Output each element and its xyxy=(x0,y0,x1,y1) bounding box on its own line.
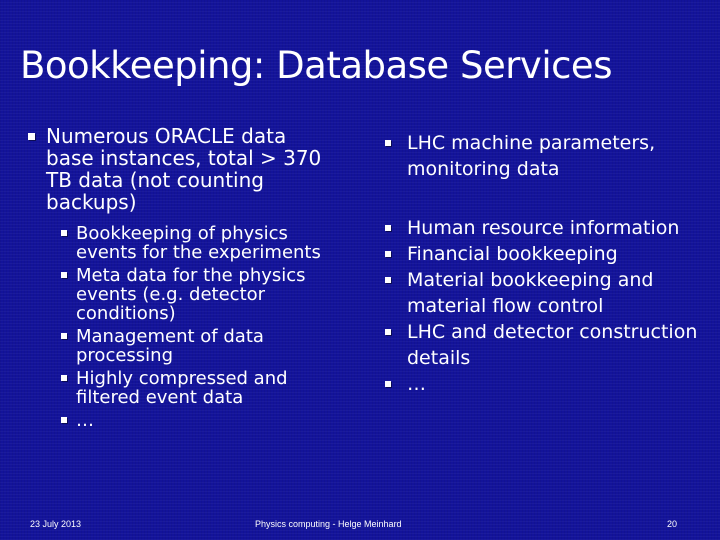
left-subitem xyxy=(61,411,338,430)
left-subitem-text: Bookkeeping of physics events for the experiments xyxy=(76,223,321,263)
footer-presenter: Physics computing - Helge Meinhard xyxy=(255,519,402,529)
right-item xyxy=(385,267,705,319)
left-subitem-text: Management of data processing xyxy=(76,326,264,366)
right-item-text: LHC and detector construction details xyxy=(407,321,698,369)
left-sublist xyxy=(61,224,338,430)
square-bullet-icon xyxy=(385,329,391,335)
left-subitem xyxy=(61,266,338,323)
square-bullet-icon xyxy=(385,140,391,146)
square-bullet-icon xyxy=(385,381,391,387)
square-bullet-icon xyxy=(61,375,67,381)
footer-date: 23 July 2013 xyxy=(30,519,82,529)
right-item xyxy=(385,215,705,241)
right-item-text: … xyxy=(407,373,426,395)
square-bullet-icon xyxy=(385,277,391,283)
left-subitem-text: Highly compressed and filtered event data xyxy=(76,368,288,408)
square-bullet-icon xyxy=(385,251,391,257)
square-bullet-icon xyxy=(61,417,67,423)
left-subitem xyxy=(61,224,338,262)
right-item xyxy=(385,130,705,182)
right-item xyxy=(385,371,705,397)
square-bullet-icon xyxy=(28,133,35,140)
right-item-text: LHC machine parameters, monitoring data xyxy=(407,132,656,180)
right-column xyxy=(385,130,705,397)
right-item-text: Material bookkeeping and material flow control xyxy=(407,269,654,317)
left-subitem xyxy=(61,327,338,365)
left-subitem xyxy=(61,369,338,407)
left-subitem-text: Meta data for the physics events (e.g. detector conditions) xyxy=(76,265,306,324)
left-subitem-text: … xyxy=(76,410,94,431)
page-number: 20 xyxy=(667,519,678,529)
slide-title: Bookkeeping: Database Services xyxy=(20,44,612,87)
right-item-text: Financial bookkeeping xyxy=(407,243,618,265)
square-bullet-icon xyxy=(61,333,67,339)
left-main-text: Numerous ORACLE data base instances, total > 370 TB data (not counting backups) xyxy=(46,124,322,214)
left-column xyxy=(28,125,338,434)
left-main-item xyxy=(28,125,338,213)
square-bullet-icon xyxy=(385,225,391,231)
square-bullet-icon xyxy=(61,272,67,278)
square-bullet-icon xyxy=(61,230,67,236)
right-item xyxy=(385,319,705,371)
right-item-text: Human resource information xyxy=(407,217,680,239)
right-item xyxy=(385,241,705,267)
